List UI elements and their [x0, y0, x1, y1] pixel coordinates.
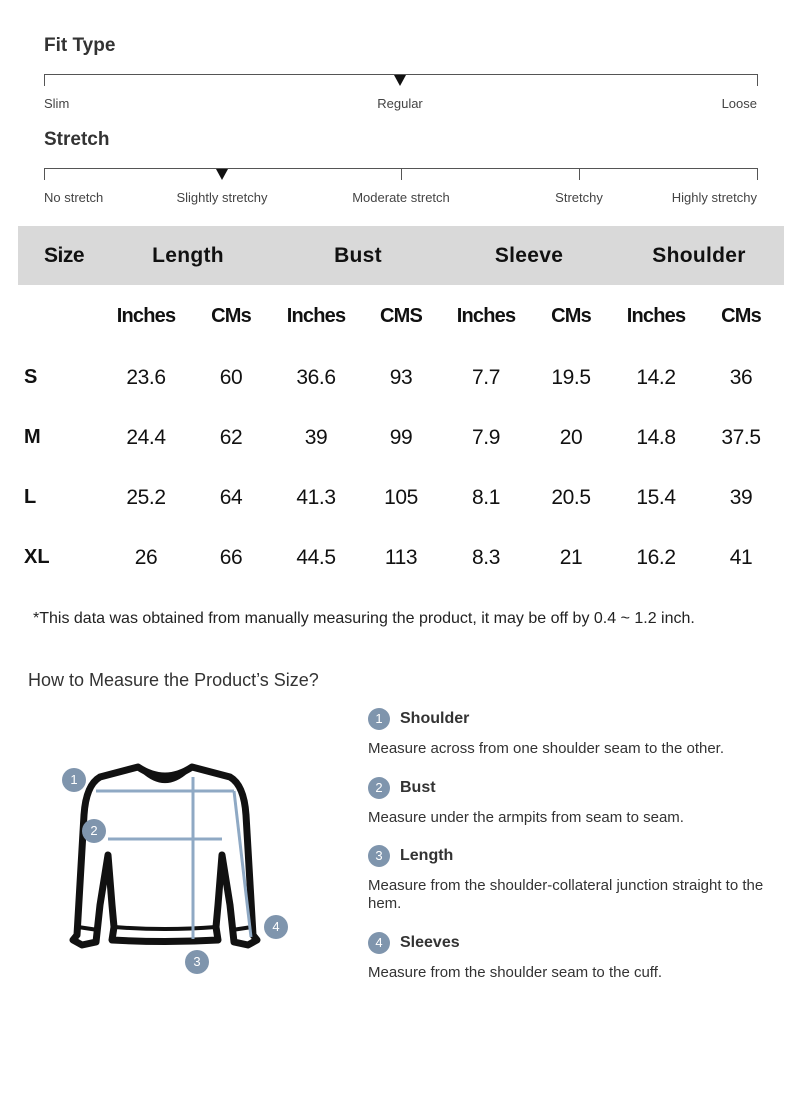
table-cell: 20.5: [551, 486, 591, 509]
table-cell: 44.5: [296, 546, 336, 569]
table-cell: 41.3: [296, 486, 336, 509]
subheader-unit: Inches: [286, 305, 346, 327]
table-cell: 39: [304, 426, 328, 449]
subheader-unit: Inches: [116, 305, 176, 327]
table-cell: 15.4: [636, 486, 676, 509]
fit-type-tick: [44, 74, 45, 86]
subheader-unit: Inches: [626, 305, 686, 327]
step-badge: 4: [368, 932, 390, 954]
table-cell: 14.8: [636, 426, 676, 449]
table-cell: 8.1: [472, 486, 500, 509]
fit-type-label-slim: Slim: [44, 96, 70, 111]
step-title-shoulder: Shoulder: [400, 710, 470, 727]
step-title-sleeves: Sleeves: [400, 934, 460, 951]
table-cell: 8.3: [472, 546, 500, 569]
table-cell: 25.2: [126, 486, 166, 509]
stretch-marker: [216, 169, 228, 180]
stretch-tick: [44, 168, 45, 180]
header-size: Size: [44, 244, 85, 267]
table-cell: 23.6: [126, 366, 166, 389]
diagram-badge-shoulder: 1: [62, 768, 86, 792]
fit-type-title: Fit Type: [44, 35, 116, 56]
table-cell: 41: [729, 546, 753, 569]
size-label-s: S: [24, 366, 38, 388]
measurement-note: *This data was obtained from manually measuring the product, it may be off by 0.4 ~ 1.2 inch.: [33, 610, 695, 627]
stretch-tick: [401, 168, 402, 180]
subheader-unit: CMS: [379, 305, 423, 327]
step-desc-bust: Measure under the armpits from seam to seam.: [368, 809, 684, 826]
table-cell: 7.9: [472, 426, 500, 449]
fit-type-marker: [394, 75, 406, 86]
table-cell: 60: [219, 366, 243, 389]
table-cell: 16.2: [636, 546, 676, 569]
how-to-measure-title: How to Measure the Product’s Size?: [28, 670, 319, 690]
stretch-tick: [757, 168, 758, 180]
size-label-xl: XL: [24, 546, 50, 568]
table-cell: 19.5: [551, 366, 591, 389]
fit-type-label-loose: Loose: [721, 96, 757, 111]
table-cell: 62: [219, 426, 243, 449]
table-cell: 93: [389, 366, 413, 389]
table-cell: 113: [384, 546, 418, 569]
subheader-unit: Inches: [456, 305, 516, 327]
fit-type-tick: [757, 74, 758, 86]
header-sleeve: Sleeve: [494, 244, 564, 267]
step-desc-length: Measure from the shoulder-collateral junction straight to the hem.: [368, 877, 764, 912]
header-bust: Bust: [334, 244, 382, 267]
diagram-badge-length: 3: [185, 950, 209, 974]
table-cell: 14.2: [636, 366, 676, 389]
table-cell: 66: [219, 546, 243, 569]
table-cell: 36: [729, 366, 753, 389]
subheader-unit: CMs: [551, 305, 591, 327]
stretch-label-highly: Highly stretchy: [671, 190, 757, 205]
stretch-label-moderate: Moderate stretch: [352, 190, 450, 205]
table-cell: 64: [219, 486, 243, 509]
subheader-unit: CMs: [211, 305, 251, 327]
diagram-badge-sleeve: 4: [264, 915, 288, 939]
step-desc-sleeves: Measure from the shoulder seam to the cuff.: [368, 964, 663, 981]
stretch-label-stretchy: Stretchy: [555, 190, 603, 205]
stretch-label-slightly: Slightly stretchy: [176, 190, 268, 205]
fit-type-label-regular: Regular: [377, 96, 423, 111]
table-cell: 39: [729, 486, 753, 509]
step-title-bust: Bust: [400, 779, 436, 796]
table-cell: 37.5: [721, 426, 761, 449]
table-cell: 99: [389, 426, 413, 449]
stretch-tick: [579, 168, 580, 180]
size-label-m: M: [24, 426, 41, 448]
step-badge: 1: [368, 708, 390, 730]
table-cell: 36.6: [296, 366, 336, 389]
table-cell: 7.7: [472, 366, 500, 389]
table-cell: 20: [559, 426, 583, 449]
step-desc-shoulder: Measure across from one shoulder seam to the other.: [368, 740, 725, 757]
table-cell: 105: [384, 486, 418, 509]
step-title-length: Length: [400, 847, 454, 864]
subheader-unit: CMs: [721, 305, 761, 327]
step-badge: 3: [368, 845, 390, 867]
header-shoulder: Shoulder: [652, 244, 746, 267]
stretch-title: Stretch: [44, 129, 110, 150]
header-length: Length: [152, 244, 224, 267]
size-label-l: L: [24, 486, 37, 508]
sweater-diagram-icon: [50, 755, 300, 975]
table-cell: 21: [559, 546, 583, 569]
step-badge: 2: [368, 777, 390, 799]
table-cell: 24.4: [126, 426, 166, 449]
diagram-badge-bust: 2: [82, 819, 106, 843]
stretch-label-none: No stretch: [44, 190, 104, 205]
table-cell: 26: [134, 546, 158, 569]
